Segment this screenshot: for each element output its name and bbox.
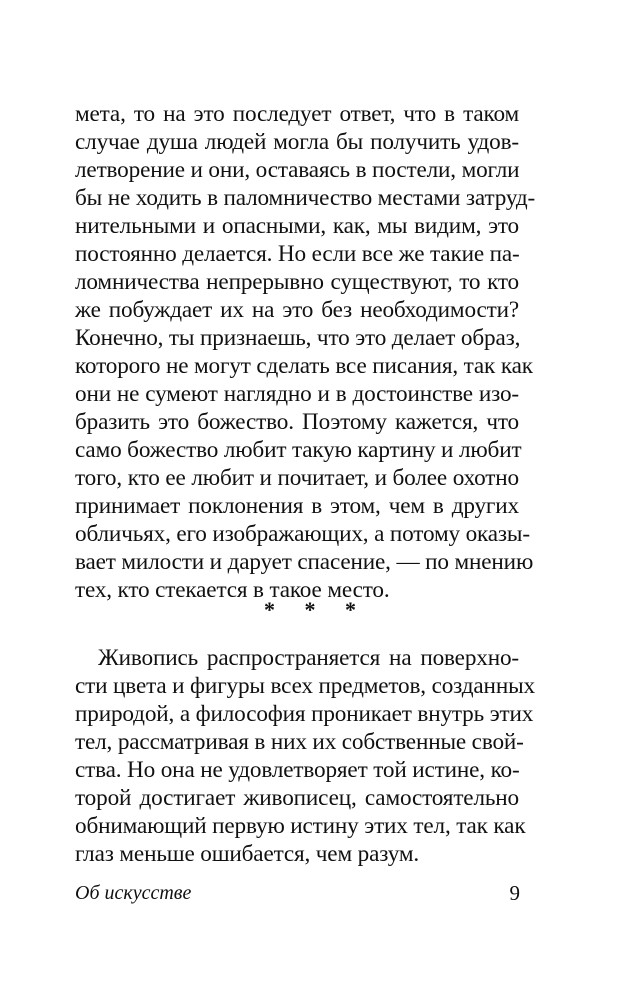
paragraph-2-line-2: сти цвета и фигуры всех предметов, созданных [75,673,535,699]
paragraph-1-line-3: летворение и они, оставаясь в постели, могли [75,157,520,183]
paragraph-1-line-2: случае душа людей могла бы получить удов- [75,129,519,155]
paragraph-2-line-4: тел, рассматривая в них их собственные свой- [75,729,524,755]
paragraph-1-line-6: постоянно делается. Но если все же такие па- [75,241,520,267]
paragraph-2-line-6: торой достигает живописец, самостоятельно [75,785,519,811]
paragraph-1-line-10: которого не могут сделать все писания, так как [75,353,533,379]
paragraph-1-line-7: ломничества непрерывно существуют, то кто [75,269,519,295]
page-number: 9 [509,881,520,905]
paragraph-1-line-9: Конечно, ты признаешь, что это делает образ, [75,325,521,351]
paragraph-1-line-18: тех, кто стекается в такое место. [75,577,390,603]
paragraph-1-line-11: они не сумеют наглядно и в достоинстве изо- [75,381,519,407]
paragraph-1-line-5: нительными и опасными, как, мы видим, это [75,213,519,239]
paragraph-1-line-17: вает милости и дарует спасение, — по мнению [75,549,534,575]
paragraph-1-line-14: того, кто ее любит и почитает, и более охотно [75,465,519,491]
paragraph-2-line-5: ства. Но она не удовлетворяет той истине, ко- [75,757,520,783]
paragraph-1-line-1: мета, то на это последует ответ, что в таком [75,101,519,127]
paragraph-2-line-1: Живопись распространяется на поверхно- [98,645,519,671]
paragraph-1-line-4: бы не ходить в паломничество местами затруд- [75,185,536,211]
paragraph-1-line-16: обличьях, его изображающих, а потому оказы- [75,521,530,547]
paragraph-1-line-8: же побуждает их на это без необходимости? [75,297,519,323]
paragraph-1-line-15: принимает поклонения в этом, чем в других [75,493,519,519]
paragraph-2-line-3: природой, а философия проникает внутрь этих [75,701,534,727]
paragraph-2-line-8: глаз меньше ошибается, чем разум. [75,841,420,867]
section-separator: * * * [264,597,368,622]
paragraph-1-line-13: само божество любит такую картину и любит [75,437,522,463]
paragraph-1-line-12: бразить это божество. Поэтому кажется, что [75,409,519,435]
paragraph-2-line-7: обнимающий первую истину этих тел, так как [75,813,526,839]
running-title: Об искусстве [75,882,192,904]
